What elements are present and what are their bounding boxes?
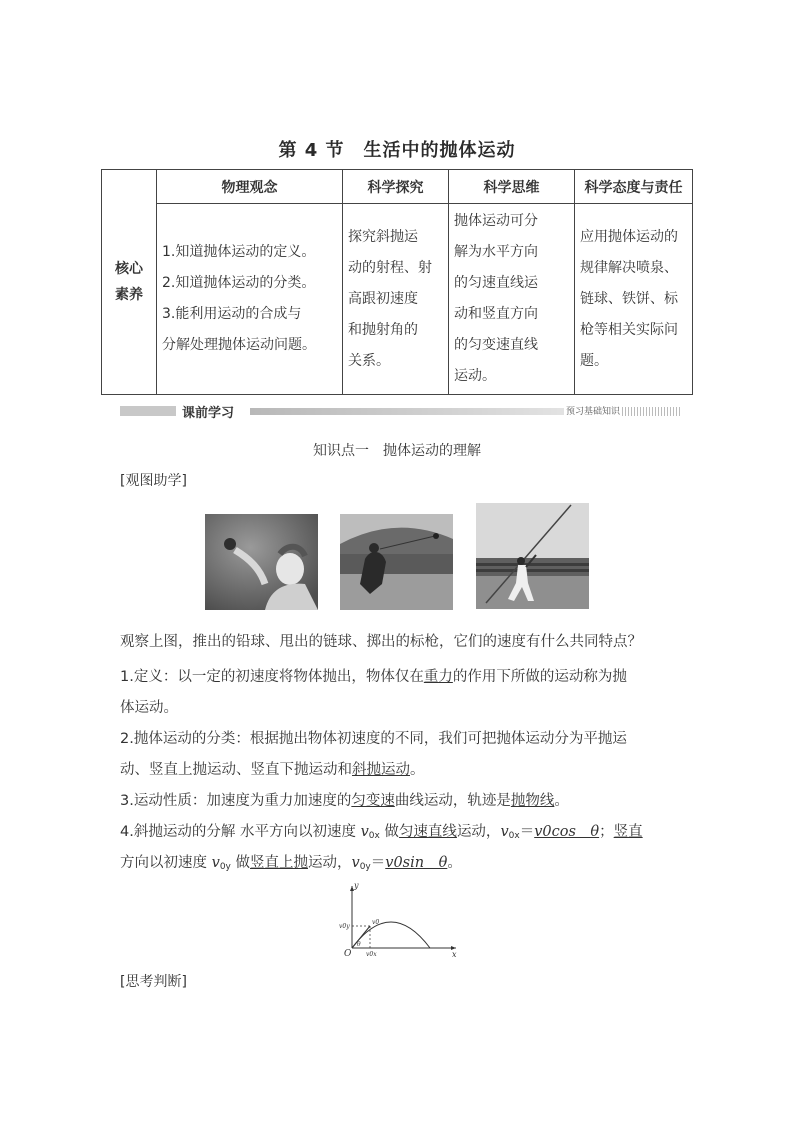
paragraph-definition-cont: 体运动。	[120, 700, 178, 716]
section-bar-left-block	[120, 406, 176, 416]
think-tag: [思考判断]	[120, 974, 187, 990]
paragraph-decomposition-cont: 方向以初速度 $v_{0y}$ 做竖直上抛运动，$v_{0y}=v0\sin$ θ。	[120, 855, 462, 872]
label-y: y	[354, 882, 359, 890]
core-literacy-label: 核心 素养	[102, 170, 157, 395]
label-x: x	[452, 950, 457, 958]
answer-vertical-upward: 竖直上抛	[249, 855, 308, 871]
trajectory-curve	[352, 922, 430, 948]
oblique-projectile-diagram	[330, 882, 470, 962]
knowledge-point-title: 知识点一 抛体运动的理解	[313, 443, 481, 459]
shot-put-photo	[205, 514, 318, 610]
paragraph-motion-property: 3.运动性质：加速度为重力加速度的匀变速曲线运动，轨迹是抛物线。	[120, 793, 569, 809]
cell-scientific-inquiry: 探究斜抛运 动的射程、射 高跟初速度 和抛射角的 关系。	[343, 204, 449, 395]
header-physics-concept: 物理观念	[157, 170, 343, 204]
paragraph-decomposition: 4.斜抛运动的分解 水平方向以初速度 $v_{0x}$ 做匀速直线运动，$v_{0x}=v0\cos$ θ；竖直	[120, 824, 643, 841]
section-label: 课前学习	[182, 406, 235, 421]
paragraph-classification: 2.抛体运动的分类：根据抛出物体初速度的不同，我们可把抛体运动分为平抛运	[120, 731, 627, 747]
label-theta: θ	[357, 941, 361, 948]
observe-tag: [观图助学]	[120, 473, 187, 489]
answer-parabola: 抛物线	[510, 793, 555, 809]
paragraph-classification-cont: 动、竖直上抛运动、竖直下抛运动和斜抛运动。	[120, 762, 425, 778]
label-v0: v0	[372, 919, 380, 926]
core-literacy-table	[101, 169, 693, 395]
page-title: 第 4 节 生活中的抛体运动	[278, 140, 516, 161]
label-v0x: v0x	[366, 951, 377, 958]
label-origin: O	[344, 949, 352, 958]
answer-v0cos: v0cos θ	[534, 824, 600, 840]
answer-uniformly-variable: 匀变速	[351, 793, 395, 809]
header-scientific-thinking: 科学思维	[449, 170, 575, 204]
cell-physics-concept: 1.知道抛体运动的定义。 2.知道抛体运动的分类。 3.能利用运动的合成与 分解处理抛体运动问题。	[157, 204, 343, 395]
header-scientific-inquiry: 科学探究	[343, 170, 449, 204]
javelin-photo	[476, 503, 589, 609]
answer-gravity: 重力	[423, 669, 453, 685]
label-v0y: v0y	[339, 923, 350, 930]
answer-oblique-projectile: 斜抛运动	[352, 762, 410, 778]
hammer-throw-photo	[340, 514, 453, 610]
v0-vector	[352, 926, 370, 948]
answer-v0sin: v0sin θ	[385, 855, 448, 871]
section-tag: 预习基础知识	[564, 404, 622, 417]
answer-uniform-linear: 匀速直线	[398, 824, 457, 840]
cell-scientific-attitude: 应用抛体运动的 规律解决喷泉、 链球、铁饼、标 枪等相关实际问 题。	[575, 204, 693, 395]
header-scientific-attitude: 科学态度与责任	[575, 170, 693, 204]
paragraph-definition: 1.定义：以一定的初速度将物体抛出，物体仅在重力的作用下所做的运动称为抛	[120, 669, 627, 685]
question-text: 观察上图，推出的铅球、甩出的链球、掷出的标枪，它们的速度有什么共同特点？	[120, 634, 642, 650]
section-bar-hatch	[622, 407, 680, 416]
cell-scientific-thinking: 抛体运动可分 解为水平方向 的匀速直线运 动和竖直方向 的匀变速直线 运动。	[449, 204, 575, 395]
answer-vertical: 竖直	[613, 824, 643, 840]
section-header-bar	[120, 404, 680, 421]
